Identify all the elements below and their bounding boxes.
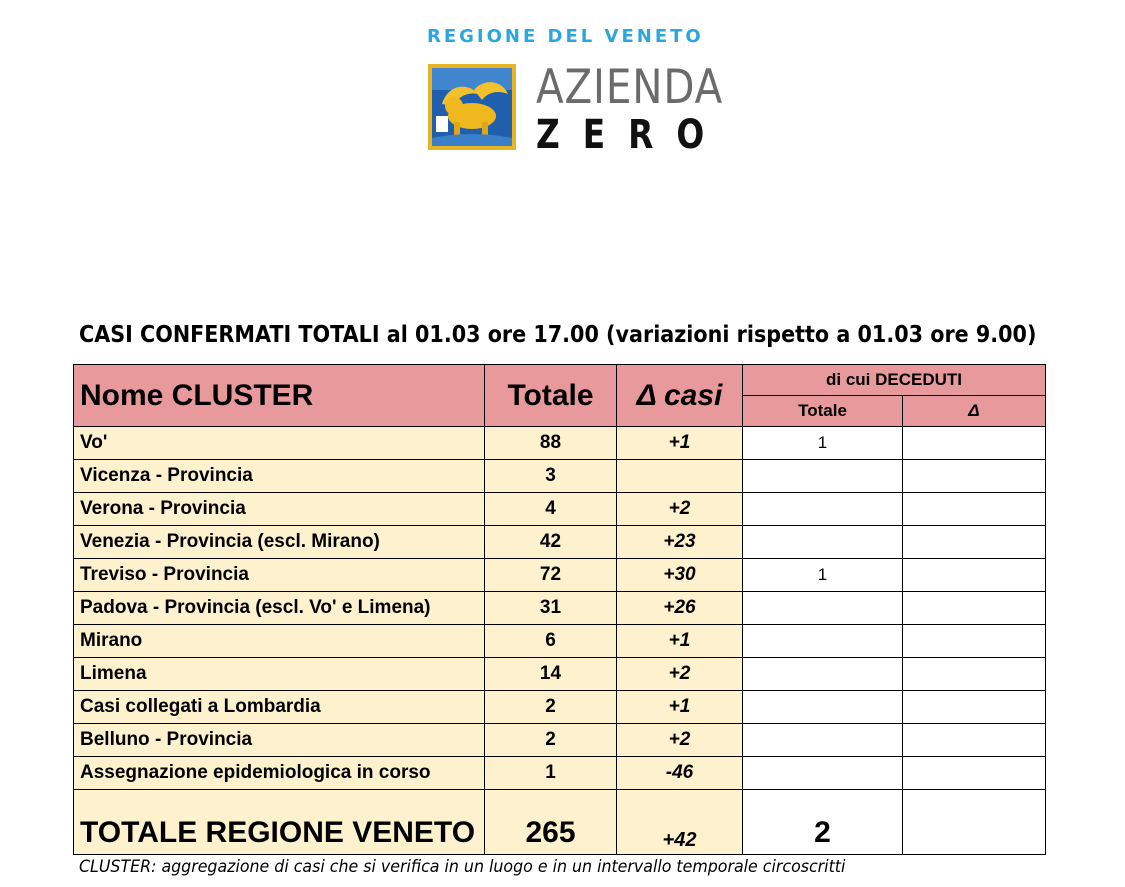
deceased-delta bbox=[903, 691, 1046, 724]
table-row bbox=[74, 757, 1046, 790]
cluster-totale: 14 bbox=[485, 658, 617, 691]
deceased-delta bbox=[903, 526, 1046, 559]
header-deceased-group: di cui DECEDUTI bbox=[743, 365, 1046, 396]
cluster-delta-casi: +30 bbox=[617, 559, 743, 592]
header-deceased-delta: Δ bbox=[903, 396, 1046, 427]
total-delta: +42 bbox=[617, 790, 743, 855]
total-deceased-totale: 2 bbox=[743, 790, 903, 855]
deceased-totale bbox=[743, 658, 903, 691]
deceased-delta bbox=[903, 757, 1046, 790]
table-row bbox=[74, 493, 1046, 526]
cluster-name: Vo' bbox=[74, 427, 485, 460]
cluster-delta-casi: +2 bbox=[617, 493, 743, 526]
cluster-totale: 42 bbox=[485, 526, 617, 559]
cluster-name: Limena bbox=[74, 658, 485, 691]
deceased-delta bbox=[903, 658, 1046, 691]
header-deceased-totale: Totale bbox=[743, 396, 903, 427]
deceased-delta bbox=[903, 460, 1046, 493]
logo-zero-text: ZERO bbox=[536, 112, 728, 158]
total-name: TOTALE REGIONE VENETO bbox=[74, 790, 485, 855]
deceased-delta bbox=[903, 559, 1046, 592]
table-row bbox=[74, 526, 1046, 559]
deceased-totale bbox=[743, 592, 903, 625]
page-title: CASI CONFERMATI TOTALI al 01.03 ore 17.00 (variazioni rispetto a 01.03 ore 9.00) bbox=[79, 322, 1037, 348]
cluster-totale: 2 bbox=[485, 724, 617, 757]
cluster-name: Treviso - Provincia bbox=[74, 559, 485, 592]
cluster-delta-casi: +1 bbox=[617, 427, 743, 460]
deceased-delta bbox=[903, 493, 1046, 526]
table-row bbox=[74, 559, 1046, 592]
table-row bbox=[74, 691, 1046, 724]
footnote: CLUSTER: aggregazione di casi che si verifica in un luogo e in un intervallo temporale circoscritti bbox=[79, 857, 846, 877]
table-row bbox=[74, 592, 1046, 625]
cluster-totale: 2 bbox=[485, 691, 617, 724]
table-row bbox=[74, 658, 1046, 691]
logo-azienda-text: AZIENDA bbox=[536, 60, 724, 115]
table-row bbox=[74, 427, 1046, 460]
cluster-delta-casi bbox=[617, 460, 743, 493]
deceased-totale bbox=[743, 526, 903, 559]
cluster-totale: 1 bbox=[485, 757, 617, 790]
deceased-totale bbox=[743, 460, 903, 493]
logo-region-text: REGIONE DEL VENETO bbox=[427, 26, 704, 47]
cluster-name: Assegnazione epidemiologica in corso bbox=[74, 757, 485, 790]
total-totale: 265 bbox=[485, 790, 617, 855]
table-row bbox=[74, 724, 1046, 757]
cases-table bbox=[73, 364, 1046, 855]
cluster-totale: 88 bbox=[485, 427, 617, 460]
cluster-totale: 3 bbox=[485, 460, 617, 493]
lion-of-saint-mark-emblem-icon bbox=[428, 64, 516, 150]
table-body bbox=[74, 427, 1046, 790]
total-row bbox=[74, 790, 1046, 855]
cluster-totale: 72 bbox=[485, 559, 617, 592]
cluster-delta-casi: +2 bbox=[617, 724, 743, 757]
cluster-totale: 6 bbox=[485, 625, 617, 658]
deceased-totale: 1 bbox=[743, 559, 903, 592]
header-totale: Totale bbox=[485, 365, 617, 427]
cluster-delta-casi: -46 bbox=[617, 757, 743, 790]
deceased-totale bbox=[743, 493, 903, 526]
cluster-delta-casi: +23 bbox=[617, 526, 743, 559]
deceased-totale: 1 bbox=[743, 427, 903, 460]
header-nome-cluster: Nome CLUSTER bbox=[74, 365, 485, 427]
deceased-totale bbox=[743, 625, 903, 658]
table-row bbox=[74, 460, 1046, 493]
deceased-delta bbox=[903, 625, 1046, 658]
cluster-name: Verona - Provincia bbox=[74, 493, 485, 526]
cluster-delta-casi: +1 bbox=[617, 625, 743, 658]
cluster-name: Mirano bbox=[74, 625, 485, 658]
cluster-name: Venezia - Provincia (escl. Mirano) bbox=[74, 526, 485, 559]
cluster-delta-casi: +26 bbox=[617, 592, 743, 625]
deceased-totale bbox=[743, 724, 903, 757]
deceased-delta bbox=[903, 427, 1046, 460]
azienda-zero-logo bbox=[424, 24, 728, 158]
table-row bbox=[74, 625, 1046, 658]
cluster-delta-casi: +1 bbox=[617, 691, 743, 724]
deceased-delta bbox=[903, 592, 1046, 625]
header-delta-casi: Δ casi bbox=[617, 365, 743, 427]
deceased-totale bbox=[743, 757, 903, 790]
cluster-name: Vicenza - Provincia bbox=[74, 460, 485, 493]
deceased-totale bbox=[743, 691, 903, 724]
cluster-name: Casi collegati a Lombardia bbox=[74, 691, 485, 724]
deceased-delta bbox=[903, 724, 1046, 757]
cluster-name: Belluno - Provincia bbox=[74, 724, 485, 757]
cluster-name: Padova - Provincia (escl. Vo' e Limena) bbox=[74, 592, 485, 625]
cluster-totale: 31 bbox=[485, 592, 617, 625]
cluster-totale: 4 bbox=[485, 493, 617, 526]
cluster-delta-casi: +2 bbox=[617, 658, 743, 691]
total-deceased-delta bbox=[903, 790, 1046, 855]
